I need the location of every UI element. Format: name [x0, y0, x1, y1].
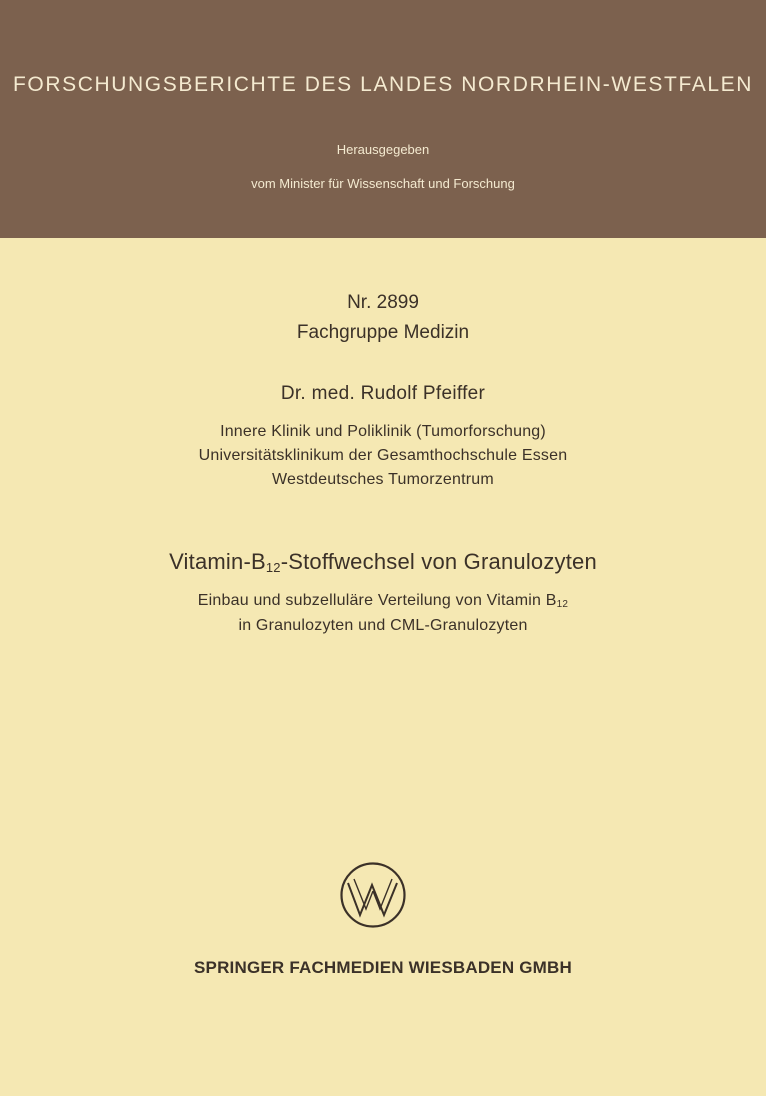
subtitle-part: Einbau und subzelluläre Verteilung von Vitamin B	[197, 592, 557, 609]
subject-group: Fachgruppe Medizin	[296, 322, 470, 343]
subtitle-subscript: 12	[556, 599, 569, 610]
institution-line: Innere Klinik und Poliklinik (Tumorforschung)	[220, 423, 546, 440]
subtitle-line: in Granulozyten und CML-Granulozyten	[238, 617, 528, 634]
book-title	[0, 549, 766, 575]
editor-label: Herausgegeben	[336, 142, 430, 157]
series-header-band	[0, 0, 766, 238]
subtitle-line	[0, 592, 766, 610]
author-name: Dr. med. Rudolf Pfeiffer	[280, 383, 486, 404]
title-part: -Stoffwechsel von Granulozyten	[280, 549, 597, 574]
institution-line: Westdeutsches Tumorzentrum	[272, 471, 494, 488]
westdeutscher-verlag-logo-icon	[339, 861, 407, 929]
publisher-name: SPRINGER FACHMEDIEN WIESBADEN GMBH	[194, 958, 572, 977]
title-subscript: 12	[265, 560, 281, 575]
series-title: FORSCHUNGSBERICHTE DES LANDES NORDRHEIN-WESTFALEN	[13, 73, 753, 96]
editor-name: vom Minister für Wissenschaft und Forschung	[251, 176, 515, 191]
institution-line: Universitätsklinikum der Gesamthochschule Essen	[198, 447, 568, 464]
title-part: Vitamin-B	[169, 549, 266, 574]
report-number: Nr. 2899	[347, 292, 419, 313]
